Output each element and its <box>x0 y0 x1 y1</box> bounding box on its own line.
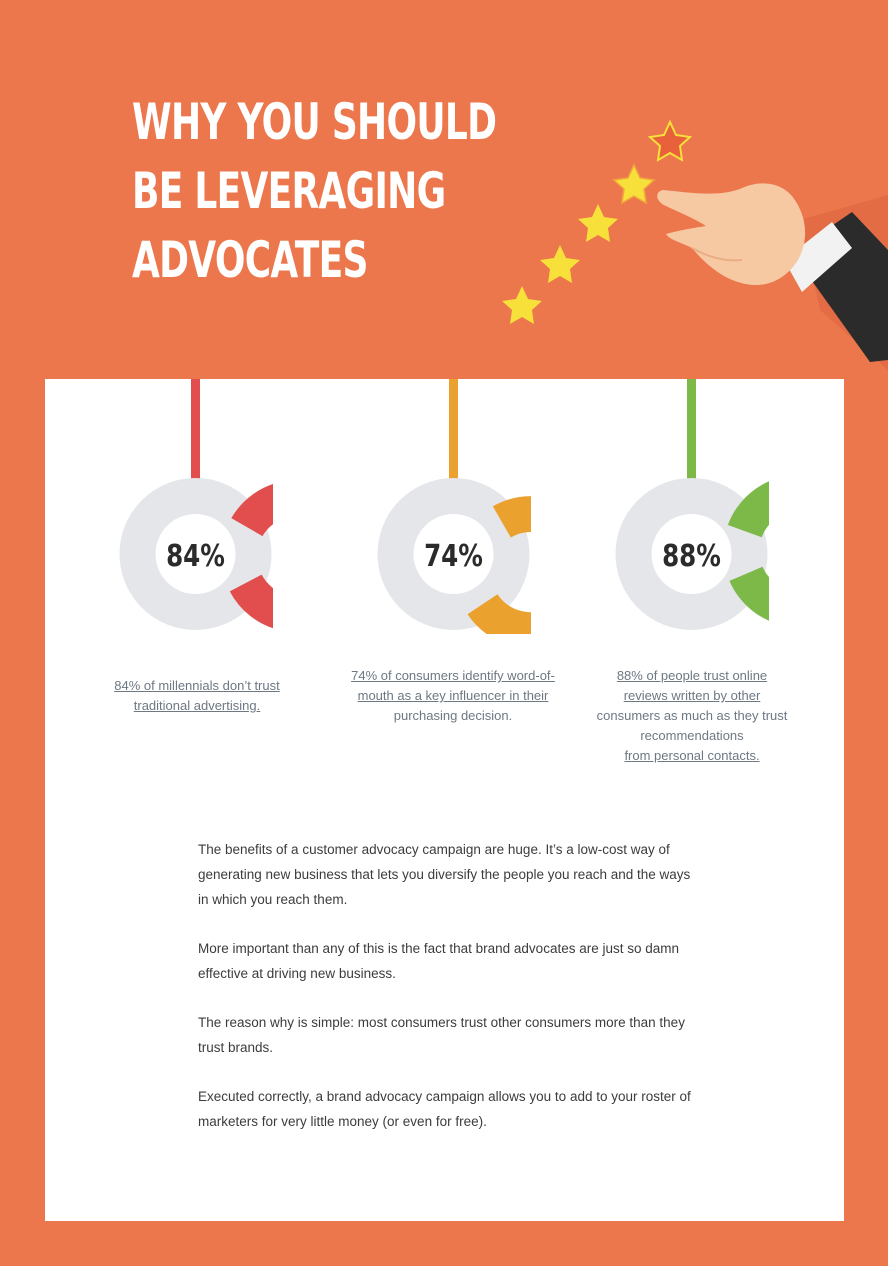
star-icon-3 <box>578 204 618 242</box>
content-panel <box>45 379 844 1221</box>
caption-line: recommendations <box>640 728 744 743</box>
stat-link-3[interactable] <box>617 668 767 703</box>
paragraph-3 <box>198 1010 708 1060</box>
caption-line: mouth as a key influencer in their <box>357 688 549 703</box>
hanging-string <box>449 379 458 479</box>
caption-line: reviews written by other <box>623 688 761 703</box>
star-outline-icon-5 <box>650 122 690 160</box>
paragraph-line: trust brands. <box>198 1040 274 1055</box>
paragraph-line: The reason why is simple: most consumers trust other consumers more than they <box>198 1015 685 1030</box>
paragraph-line: The benefits of a customer advocacy campaign are huge. It’s a low-cost way of <box>198 842 670 857</box>
stat-donut-84 <box>118 379 273 634</box>
donut-value-label: 84% <box>166 539 225 574</box>
star-icon-4 <box>614 165 654 203</box>
caption-line: 84% of millennials don’t trust <box>114 678 280 693</box>
pointing-hand-icon <box>657 183 805 285</box>
stat-link-3-tail[interactable]: from personal contacts. <box>624 748 760 763</box>
caption-line: traditional advertising. <box>133 698 261 713</box>
paragraph-line: Executed correctly, a brand advocacy campaign allows you to add to your roster of <box>198 1089 691 1104</box>
title-line-1: WHY YOU SHOULD <box>132 93 497 151</box>
stat-donut-74 <box>376 379 531 634</box>
hand-pointing-stars-illustration <box>480 110 888 370</box>
donut-value-label: 74% <box>424 539 483 574</box>
caption-line: purchasing decision. <box>393 708 513 723</box>
stat-caption-3 <box>582 666 802 766</box>
star-icon-2 <box>540 245 580 283</box>
donut-value-label: 88% <box>662 539 721 574</box>
hanging-string <box>191 379 200 479</box>
paragraph-line: marketers for very little money (or even for free). <box>198 1114 487 1129</box>
stat-donut-88 <box>614 379 769 634</box>
caption-line: consumers as much as they trust <box>596 708 788 723</box>
paragraph-line: generating new business that lets you diversify the people you reach and the ways <box>198 867 691 882</box>
stat-link-1[interactable] <box>114 678 279 713</box>
title-line-2: BE LEVERAGING <box>132 162 446 220</box>
stat-link-2[interactable] <box>351 668 555 703</box>
caption-line: 88% of people trust online <box>616 668 768 683</box>
paragraph-1 <box>198 837 708 912</box>
paragraph-line: effective at driving new business. <box>198 966 396 981</box>
stat-caption-2 <box>343 666 563 726</box>
paragraph-2 <box>198 936 708 986</box>
paragraph-line: More important than any of this is the fact that brand advocates are just so damn <box>198 941 680 956</box>
paragraph-4 <box>198 1084 708 1134</box>
hanging-string <box>687 379 696 479</box>
paragraph-line: in which you reach them. <box>198 892 348 907</box>
star-icon-1 <box>502 286 542 324</box>
stat-caption-1 <box>87 676 307 716</box>
caption-line: 74% of consumers identify word-of- <box>351 668 555 683</box>
page-title <box>132 88 496 295</box>
title-line-3: ADVOCATES <box>132 231 368 289</box>
body-copy <box>198 837 708 1158</box>
